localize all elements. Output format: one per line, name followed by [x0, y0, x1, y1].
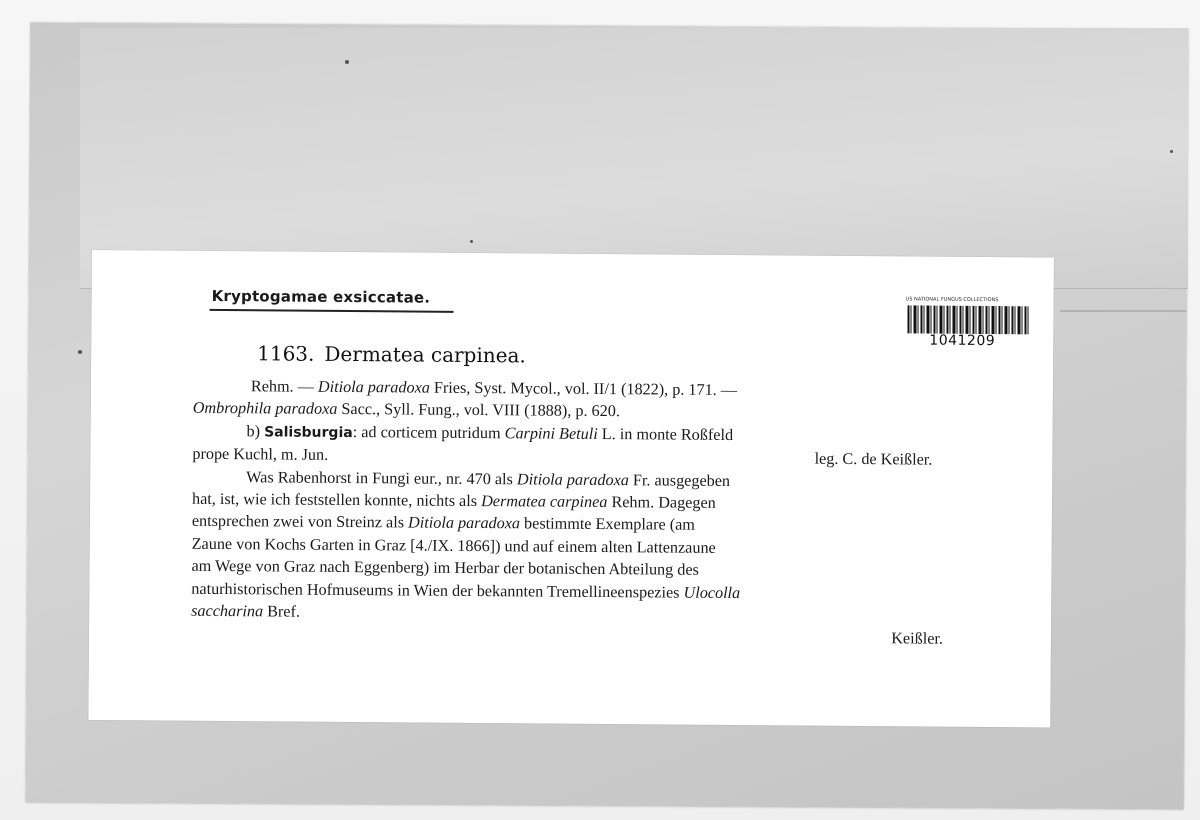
note-line-5: am Wege von Graz nach Eggenberg) im Herbar der botanischen Abteilung des: [191, 557, 699, 580]
taxon-name: Dermatea carpinea: [481, 492, 608, 512]
host-name: Carpini Betuli: [504, 424, 598, 443]
paper-speck: [470, 240, 473, 243]
paper-speck: [78, 350, 82, 354]
text-run: b): [246, 422, 265, 441]
collector: leg. C. de Keißler.: [814, 449, 933, 469]
barcode-number: 1041209: [929, 332, 996, 350]
region-name: Salisburgia: [264, 424, 353, 441]
taxon-name: Ditiola paradoxa: [408, 513, 521, 533]
barcode-icon: [907, 305, 1029, 334]
text-run: Rehm. —: [250, 377, 319, 396]
text-run: Sacc., Syll. Fung., vol. VIII (1888), p. 620.: [337, 400, 620, 421]
text-run: Fries, Syst. Mycol., vol. II/1 (1822), p. 171. —: [429, 378, 738, 400]
taxon-name: saccharina: [191, 601, 264, 621]
label-body: [191, 375, 953, 651]
specimen-label: [88, 250, 1054, 728]
paper-speck: [1170, 150, 1173, 153]
signature: Keißler.: [891, 629, 944, 649]
taxon-name: Ombrophila paradoxa: [192, 399, 338, 419]
species-name: Dermatea carpinea.: [324, 341, 526, 368]
collection-date: prope Kuchl, m. Jun.: [192, 445, 329, 465]
barcode-caption: US NATIONAL FUNGUS COLLECTIONS: [905, 296, 999, 304]
series-title: Kryptogamae exsiccatae.: [211, 286, 431, 307]
taxon-name: Ditiola paradoxa: [317, 377, 430, 397]
text-run: : ad corticem putridum: [352, 422, 505, 443]
barcode-sticker: [905, 296, 1035, 349]
text-run: naturhistorischen Hofmuseums in Wien der bekannten Tremellineenspezies: [191, 579, 684, 602]
text-run: Rehm. Dagegen: [607, 493, 716, 512]
text-run: Was Rabenhorst in Fungi eur., nr. 470 als: [246, 467, 518, 488]
text-run: Fr. ausgegeben: [628, 470, 731, 490]
envelope-flap: [80, 28, 1188, 289]
exsiccata-number: 1163.: [257, 341, 315, 366]
series-title-underline: [210, 309, 454, 313]
text-run: bestimmte Exemplare (am: [519, 514, 695, 535]
taxon-name: Ditiola paradoxa: [516, 469, 629, 489]
paper-speck: [345, 60, 349, 64]
note-line-4: Zaune von Kochs Garten in Graz [4./IX. 1866]) und auf einem alten Lattenzaune: [191, 534, 716, 557]
text-run: hat, ist, wie ich feststellen konnte, nichts als: [191, 489, 482, 511]
text-run: L. in monte Roßfeld: [597, 424, 734, 444]
taxon-name: Ulocolla: [683, 583, 741, 602]
envelope-fold-line: [1060, 310, 1186, 312]
species-heading: [257, 341, 526, 367]
text-run: Bref.: [263, 602, 301, 621]
text-run: entsprechen zwei von Streinz als: [191, 512, 409, 532]
